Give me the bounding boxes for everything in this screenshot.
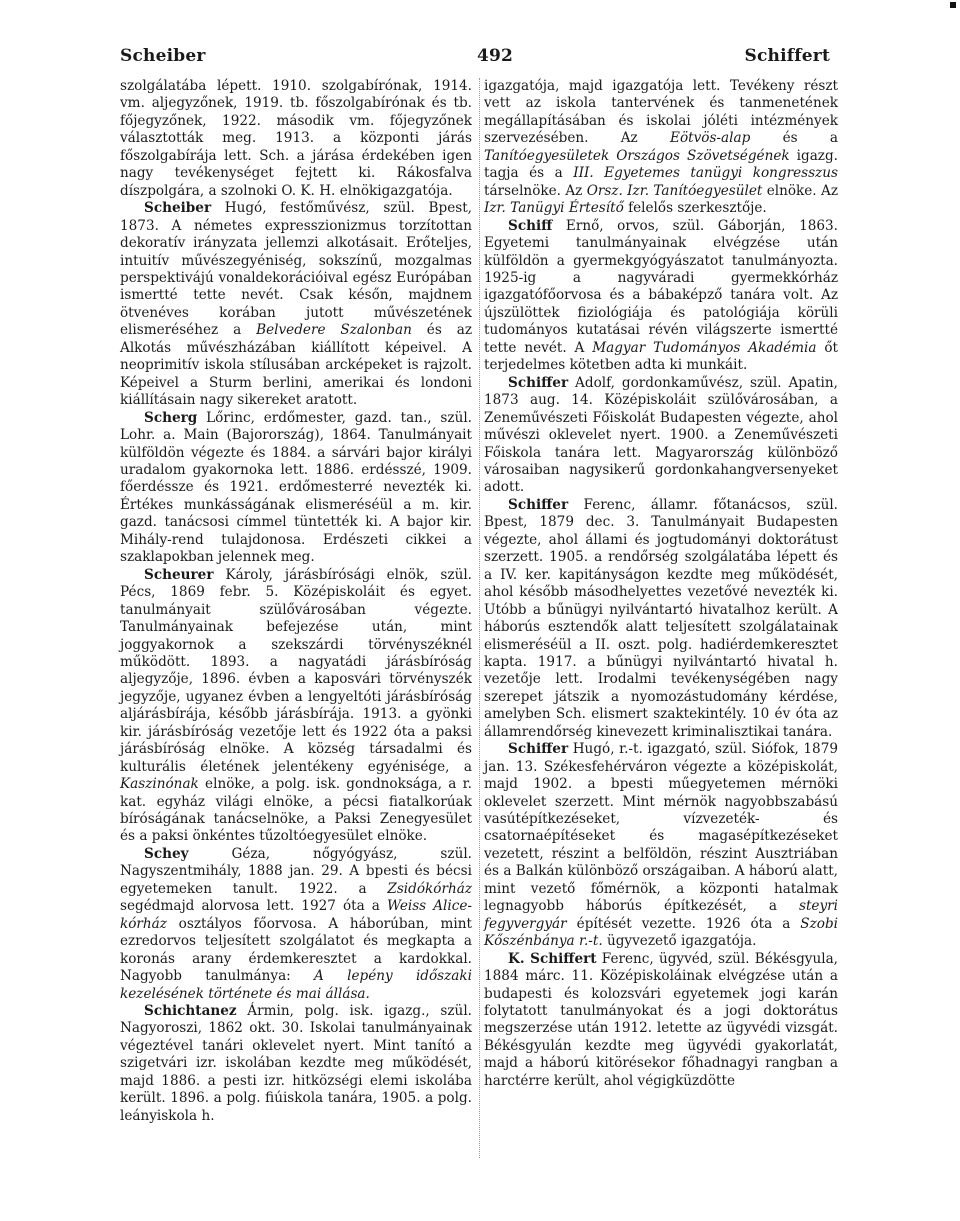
entry-text: ügyvezető igazgatója. bbox=[602, 933, 757, 950]
entry-text: társelnöke. Az bbox=[484, 182, 587, 199]
italic-text: Kaszinónak bbox=[120, 776, 199, 793]
italic-text: A lepény időszaki kezelésének története és mai állása. bbox=[120, 968, 472, 1002]
entry-text: őt terjedelmes kötetben adta ki munkáit. bbox=[484, 339, 838, 374]
left-column bbox=[120, 78, 472, 1125]
entry-name: Schiff bbox=[508, 217, 553, 234]
entry-text: szolgálatába lépett. 1910. szolgabírónak, 1914. vm. aljegyzőnek, 1919. tb. főszolgabírónak és tb. főjegyzőnek, 1922. második vm. főjegyzőnek választották meg. 1913. a központi járás főszolgabírája lett. Sch. a járása érdekében igen nagy tevékenységet fejtett ki. Rákosfalva díszpolgára, a szolnoki O. K. H. elnökigazgatója. bbox=[120, 78, 472, 199]
entry-text: Lőrinc, erdőmester, gazd. tan., szül. Lohr. a. Main (Bajorország), 1864. Tanulmányait külföldön végezte és 1884. a sárvári bajor királyi uradalom gyakornoka lett. 1886. erdésszé, 1909. főerdéssze és 1921. erdőmesterré nevezték ki. Értékes munkásságának elismeréséül a m. kir. gazd. tanácsosi címmel tüntették ki. A bajor kir. Mihály-rend tulajdonosa. Erdészeti cikkei a szaklapokban jelennek meg. bbox=[120, 409, 472, 566]
right-column-entry bbox=[484, 78, 838, 218]
entry-text: Géza, nőgyógyász, szül. Nagyszentmihály, 1888 jan. 29. A bpesti és bécsi egyetemeken tanult. 1922. a bbox=[120, 845, 472, 897]
italic-text: Magyar Tudományos Akadémia bbox=[592, 339, 817, 356]
italic-text: Orsz. Izr. Tanítóegyesület bbox=[586, 182, 763, 199]
entry-text: Hugó, festőművész, szül. Bpest, 1873. A németes expresszionizmus torzítottan dekoratív irányzata jellemzi alkotásait. Erőteljes, intuitív művészegyéniség, sokszínű, mozgalmas perspektivájú vonaldekorációival egész Európában ismertté tette nevét. Csak későn, majdnem ötvenéves korában jutott művészetének elismeréséhez a bbox=[120, 200, 472, 339]
entry-text: elnöke, a polg. isk. gondnoksága, a r. kat. egyház világi elnöke, a pécsi fiatalkorúak bíróságának tanácselnöke, a Paksi Zenegyesület és a paksi önkéntes tűzoltóegyesület elnöke. bbox=[120, 776, 472, 845]
right-column-entry bbox=[484, 218, 838, 375]
entry-text: igazgatója, majd igazgatója lett. Tevékeny részt vett az iskola tantervének és tanmenetének megállapításában és iskolai jóléti intézmények szervezésében. Az bbox=[484, 78, 838, 147]
entry-text: elnöke. Az bbox=[762, 182, 838, 199]
entry-text: építését vezette. 1926 óta a bbox=[566, 915, 801, 932]
italic-text: Szobi Kőszénbánya r.-t. bbox=[484, 915, 838, 950]
entry-text: Ferenc, ügyvéd, szül. Békésgyula, 1884 márc. 11. Középiskoláinak elvégzése után a budapesti és kolozsvári egyetemek jogi karán folytatott tanulmányokat és a jogi doktorátus megszerzése után 1912. letette az ügyvédi vizsgát. Békésgyulán kezdte meg ügyvédi gyakorlatát, majd a háború kitörésekor főhadnagyi rangban a harctérre került, ahol végigküzdötte bbox=[484, 950, 838, 1089]
running-head-right: Schiffert bbox=[744, 46, 830, 66]
column-divider bbox=[479, 78, 480, 1158]
scan-corner-mark bbox=[950, 2, 956, 8]
entry-text: és az Alkotás művészházában kiállított képeivel. A neoprimitív iskola stílusában arcképeket is rajzolt. Képeivel a Sturm berlini, amerikai és londoni kiállításain nagy sikereket aratott. bbox=[120, 322, 472, 409]
entry-name: Scheiber bbox=[144, 200, 212, 217]
entry-text: Ferenc, államr. főtanácsos, szül. Bpest, 1879 dec. 3. Tanulmányait Budapesten végezte, ahol állami és jogtudományi doktorátust szerzett. 1905. a rendőrség szolgálatába lépett és a IV. ker. kapitányságon kezdte meg működését, ahol később másodhelyettes vezetővé nevezték ki. Utóbb a bűnügyi nyilvántartó hivatalhoz került. A háborús esztendők alatt teljesített szolgálatainak elismeréséül a II. oszt. polg. hadiérdemkeresztet kapta. 1917. a bűnügyi nyilvántartó hivatal h. vezetője lett. Irodalmi tevékenységében nagy szerepet játszik a nyomozástudomány kérdése, amelyben Sch. elismert szaktekintély. 10 év óta az államrendőrség kinevezett kriminalisztikai tanára. bbox=[484, 496, 838, 740]
entry-name: Schey bbox=[144, 845, 189, 862]
entry-text: Hugó, r.-t. igazgató, szül. Siófok, 1879 jan. 13. Székesfehérváron végezte a középiskolát, majd 1902. a bpesti műegyetemen mérnöki oklevelet szerzett. Mint mérnök nagyobbszabású vasútépítkezéseket, vízvezeték- és csatornaépítéseket és magasépítkezéseket vezetett, részint a belföldön, részint Ausztriában és a Balkán különböző országaiban. A háború alatt, mint vezető főmérnök, a központi hatalmak legnagyobb háborús építkezését, a bbox=[484, 741, 839, 915]
entry-name: Scheurer bbox=[144, 566, 214, 583]
right-column-entry bbox=[484, 951, 838, 1091]
right-column-entry bbox=[484, 741, 838, 950]
italic-text: Zsidókórház bbox=[387, 880, 472, 897]
italic-text: Belvedere Szalonban bbox=[256, 322, 412, 339]
italic-text: steyri fegyvergyár bbox=[484, 898, 838, 932]
right-column bbox=[484, 78, 838, 1090]
entry-text: felelős szerkesztője. bbox=[623, 200, 767, 217]
italic-text: Weiss Alice-kórház bbox=[120, 898, 472, 932]
entry-name: Scherg bbox=[144, 409, 198, 426]
entry-text: Károly, járásbírósági elnök, szül. Pécs, 1869 febr. 5. Középiskoláit és egyet. tanulmányait szülővárosában végezte. Tanulmányainak befejezése után, mint joggyakornok a szekszárdi törvényszéknél működött. 1893. a nagyatádi járásbíróság aljegyzője, 1896. évben a kaposvári törvényszék jegyzője, ugyanez évben a lengyeltóti járásbíróság aljárásbírája, később járásbírája. 1913. a gyönki kir. járásbíróság vezetője lett és 1922 óta a paksi járásbíróság elnöke. A község társadalmi és kulturális életének jelentékeny egyénisége, a bbox=[120, 566, 472, 775]
entry-text: osztályos főorvosa. A háborúban, mint ezredorvos teljesített szolgálatot és megkapta a koronás arany érdemkeresztet a kardokkal. Nagyobb tanulmánya: bbox=[120, 915, 472, 985]
entry-name: Schiffer bbox=[508, 496, 569, 513]
italic-text: Izr. Tanügyi Értesítő bbox=[484, 200, 624, 217]
italic-text: III. Egyetemes tanügyi kongresszus bbox=[573, 165, 838, 182]
left-column-entry bbox=[120, 200, 472, 409]
entry-name: Schichtanez bbox=[144, 1003, 237, 1020]
entry-text: Ernő, orvos, szül. Gáborján, 1863. Egyetemi tanulmányainak elvégzése után külföldön a gyermekgyógyászatot tanulmányozta. 1925-ig a nagyváradi gyermekkórház igazgatófőorvosa és a bábaképző tanára volt. Az újszülöttek fiziológiája és patológiája körüli tudományos kutatásai révén világszerte ismertté tette nevét. A bbox=[484, 217, 838, 356]
entry-name: Schiffer bbox=[508, 374, 569, 391]
running-head-left: Scheiber bbox=[120, 46, 206, 66]
entry-name: Schiffer bbox=[508, 741, 569, 758]
page-number: 492 bbox=[476, 46, 514, 66]
right-column-entry bbox=[484, 375, 838, 497]
left-column-entry bbox=[120, 567, 472, 846]
entry-name: K. Schiffert bbox=[508, 950, 597, 967]
left-column-entry bbox=[120, 410, 472, 567]
italic-text: Tanítóegyesületek Országos Szövetségének bbox=[484, 147, 790, 164]
entry-text: Ármin, polg. isk. igazg., szül. Nagyoroszi, 1862 okt. 30. Iskolai tanulmányainak végeztével tanári oklevelet nyert. Mint tanító a szigetvári izr. iskolában kezdte meg működését, majd 1886. a pesti izr. hitközségi elemi iskolába került. 1896. a polg. fiúiskola tanára, 1905. a polg. leányiskola h. bbox=[120, 1003, 472, 1124]
entry-text: igazg. tagja és a bbox=[484, 147, 838, 182]
left-column-entry bbox=[120, 846, 472, 1003]
entry-text: Adolf, gordonkaművész, szül. Apatin, 1873 aug. 14. Középiskoláit szülővárosában, a Zeneművészeti Főiskolát Budapesten végezte, ahol művészi oklevelet nyert. 1900. a Zeneművészeti Főiskola tanára lett. Magyarország különböző városaiban nagysikerű gordonkahangversenyeket adott. bbox=[484, 374, 838, 496]
entry-text: és a bbox=[750, 130, 838, 147]
italic-text: Eötvös-alap bbox=[670, 130, 751, 147]
entry-text: segédmajd alorvosa lett. 1927 óta a bbox=[120, 898, 387, 915]
left-column-entry bbox=[120, 1003, 472, 1125]
right-column-entry bbox=[484, 497, 838, 741]
left-column-entry bbox=[120, 78, 472, 200]
